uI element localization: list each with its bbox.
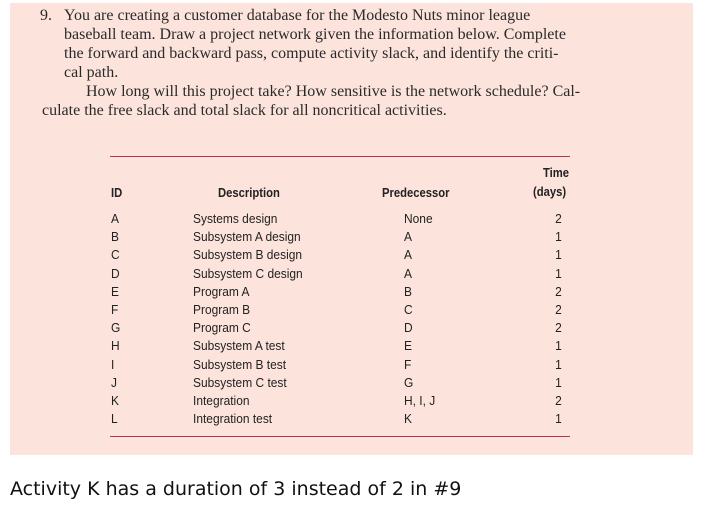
cell-time: 1 xyxy=(555,374,562,390)
cell-description: Program B xyxy=(193,302,251,318)
header-description: Description xyxy=(218,186,280,200)
cell-id: H xyxy=(111,338,120,354)
cell-predecessor: G xyxy=(404,374,414,390)
problem-line: the forward and backward pass, compute activity slack, and identify the criti- xyxy=(64,45,559,62)
cell-description: Program C xyxy=(193,320,251,336)
problem-paragraph-1 xyxy=(40,6,660,82)
cell-predecessor: A xyxy=(404,265,412,281)
cell-time: 1 xyxy=(555,338,562,354)
cell-description: Subsystem A design xyxy=(193,229,301,245)
cell-id: J xyxy=(111,374,117,390)
cell-predecessor: A xyxy=(404,247,412,263)
cell-description: Subsystem B design xyxy=(193,247,303,263)
cell-predecessor: B xyxy=(404,283,412,299)
cell-description: Subsystem B test xyxy=(193,356,287,372)
cell-predecessor: A xyxy=(404,229,412,245)
cell-time: 2 xyxy=(555,211,562,226)
column-description xyxy=(193,210,349,428)
header-id: ID xyxy=(111,186,123,200)
cell-id: A xyxy=(111,211,119,226)
cell-time: 1 xyxy=(555,411,562,427)
problem-text xyxy=(40,6,660,120)
cell-predecessor: None xyxy=(404,211,433,226)
cell-time: 2 xyxy=(555,320,562,336)
cell-id: G xyxy=(111,320,121,336)
cell-time: 1 xyxy=(555,356,562,372)
cell-description: Systems design xyxy=(193,211,278,226)
cell-predecessor: K xyxy=(404,411,412,427)
cell-description: Program A xyxy=(193,283,250,299)
problem-number: 9. xyxy=(40,7,52,24)
cell-time: 2 xyxy=(555,283,562,299)
cell-time: 1 xyxy=(555,247,562,263)
cell-description: Subsystem C design xyxy=(193,265,303,281)
header-predecessor: Predecessor xyxy=(382,186,450,200)
cell-time: 2 xyxy=(555,393,562,409)
column-time xyxy=(540,210,577,428)
cell-predecessor: D xyxy=(404,320,413,336)
column-id xyxy=(111,210,129,428)
header-time-line1: Time xyxy=(543,166,570,180)
cell-id: D xyxy=(111,265,120,281)
cell-description: Integration xyxy=(193,393,250,409)
cell-description: Subsystem C test xyxy=(193,374,287,390)
problem-paragraph-2 xyxy=(40,82,660,120)
problem-line: How long will this project take? How sensitive is the network schedule? Cal- xyxy=(86,83,581,100)
note-caption: Activity K has a duration of 3 instead of 2 in #9 xyxy=(10,478,462,500)
problem-line: culate the free slack and total slack for all noncritical activities. xyxy=(42,102,447,119)
cell-description: Integration test xyxy=(193,411,273,427)
cell-id: L xyxy=(111,411,118,427)
cell-id: K xyxy=(111,393,119,409)
cell-id: F xyxy=(111,302,119,318)
cell-predecessor: F xyxy=(404,356,412,372)
cell-predecessor: E xyxy=(404,338,412,354)
table-top-rule xyxy=(110,156,570,157)
cell-time: 1 xyxy=(555,265,562,281)
cell-time: 1 xyxy=(555,229,562,245)
table-bottom-rule xyxy=(110,436,570,437)
cell-description: Subsystem A test xyxy=(193,338,285,354)
problem-line: You are creating a customer database for the Modesto Nuts minor league xyxy=(64,7,531,24)
column-predecessor xyxy=(404,210,468,428)
header-time-line2: (days) xyxy=(533,185,567,199)
cell-time: 2 xyxy=(555,302,562,318)
cell-predecessor: H, I, J xyxy=(404,393,436,409)
cell-id: I xyxy=(111,356,115,372)
cell-id: C xyxy=(111,247,120,263)
cell-id: E xyxy=(111,283,119,299)
cell-id: B xyxy=(111,229,119,245)
cell-predecessor: C xyxy=(404,302,413,318)
problem-line: baseball team. Draw a project network given the information below. Complete xyxy=(64,26,566,43)
problem-line: cal path. xyxy=(64,64,119,81)
